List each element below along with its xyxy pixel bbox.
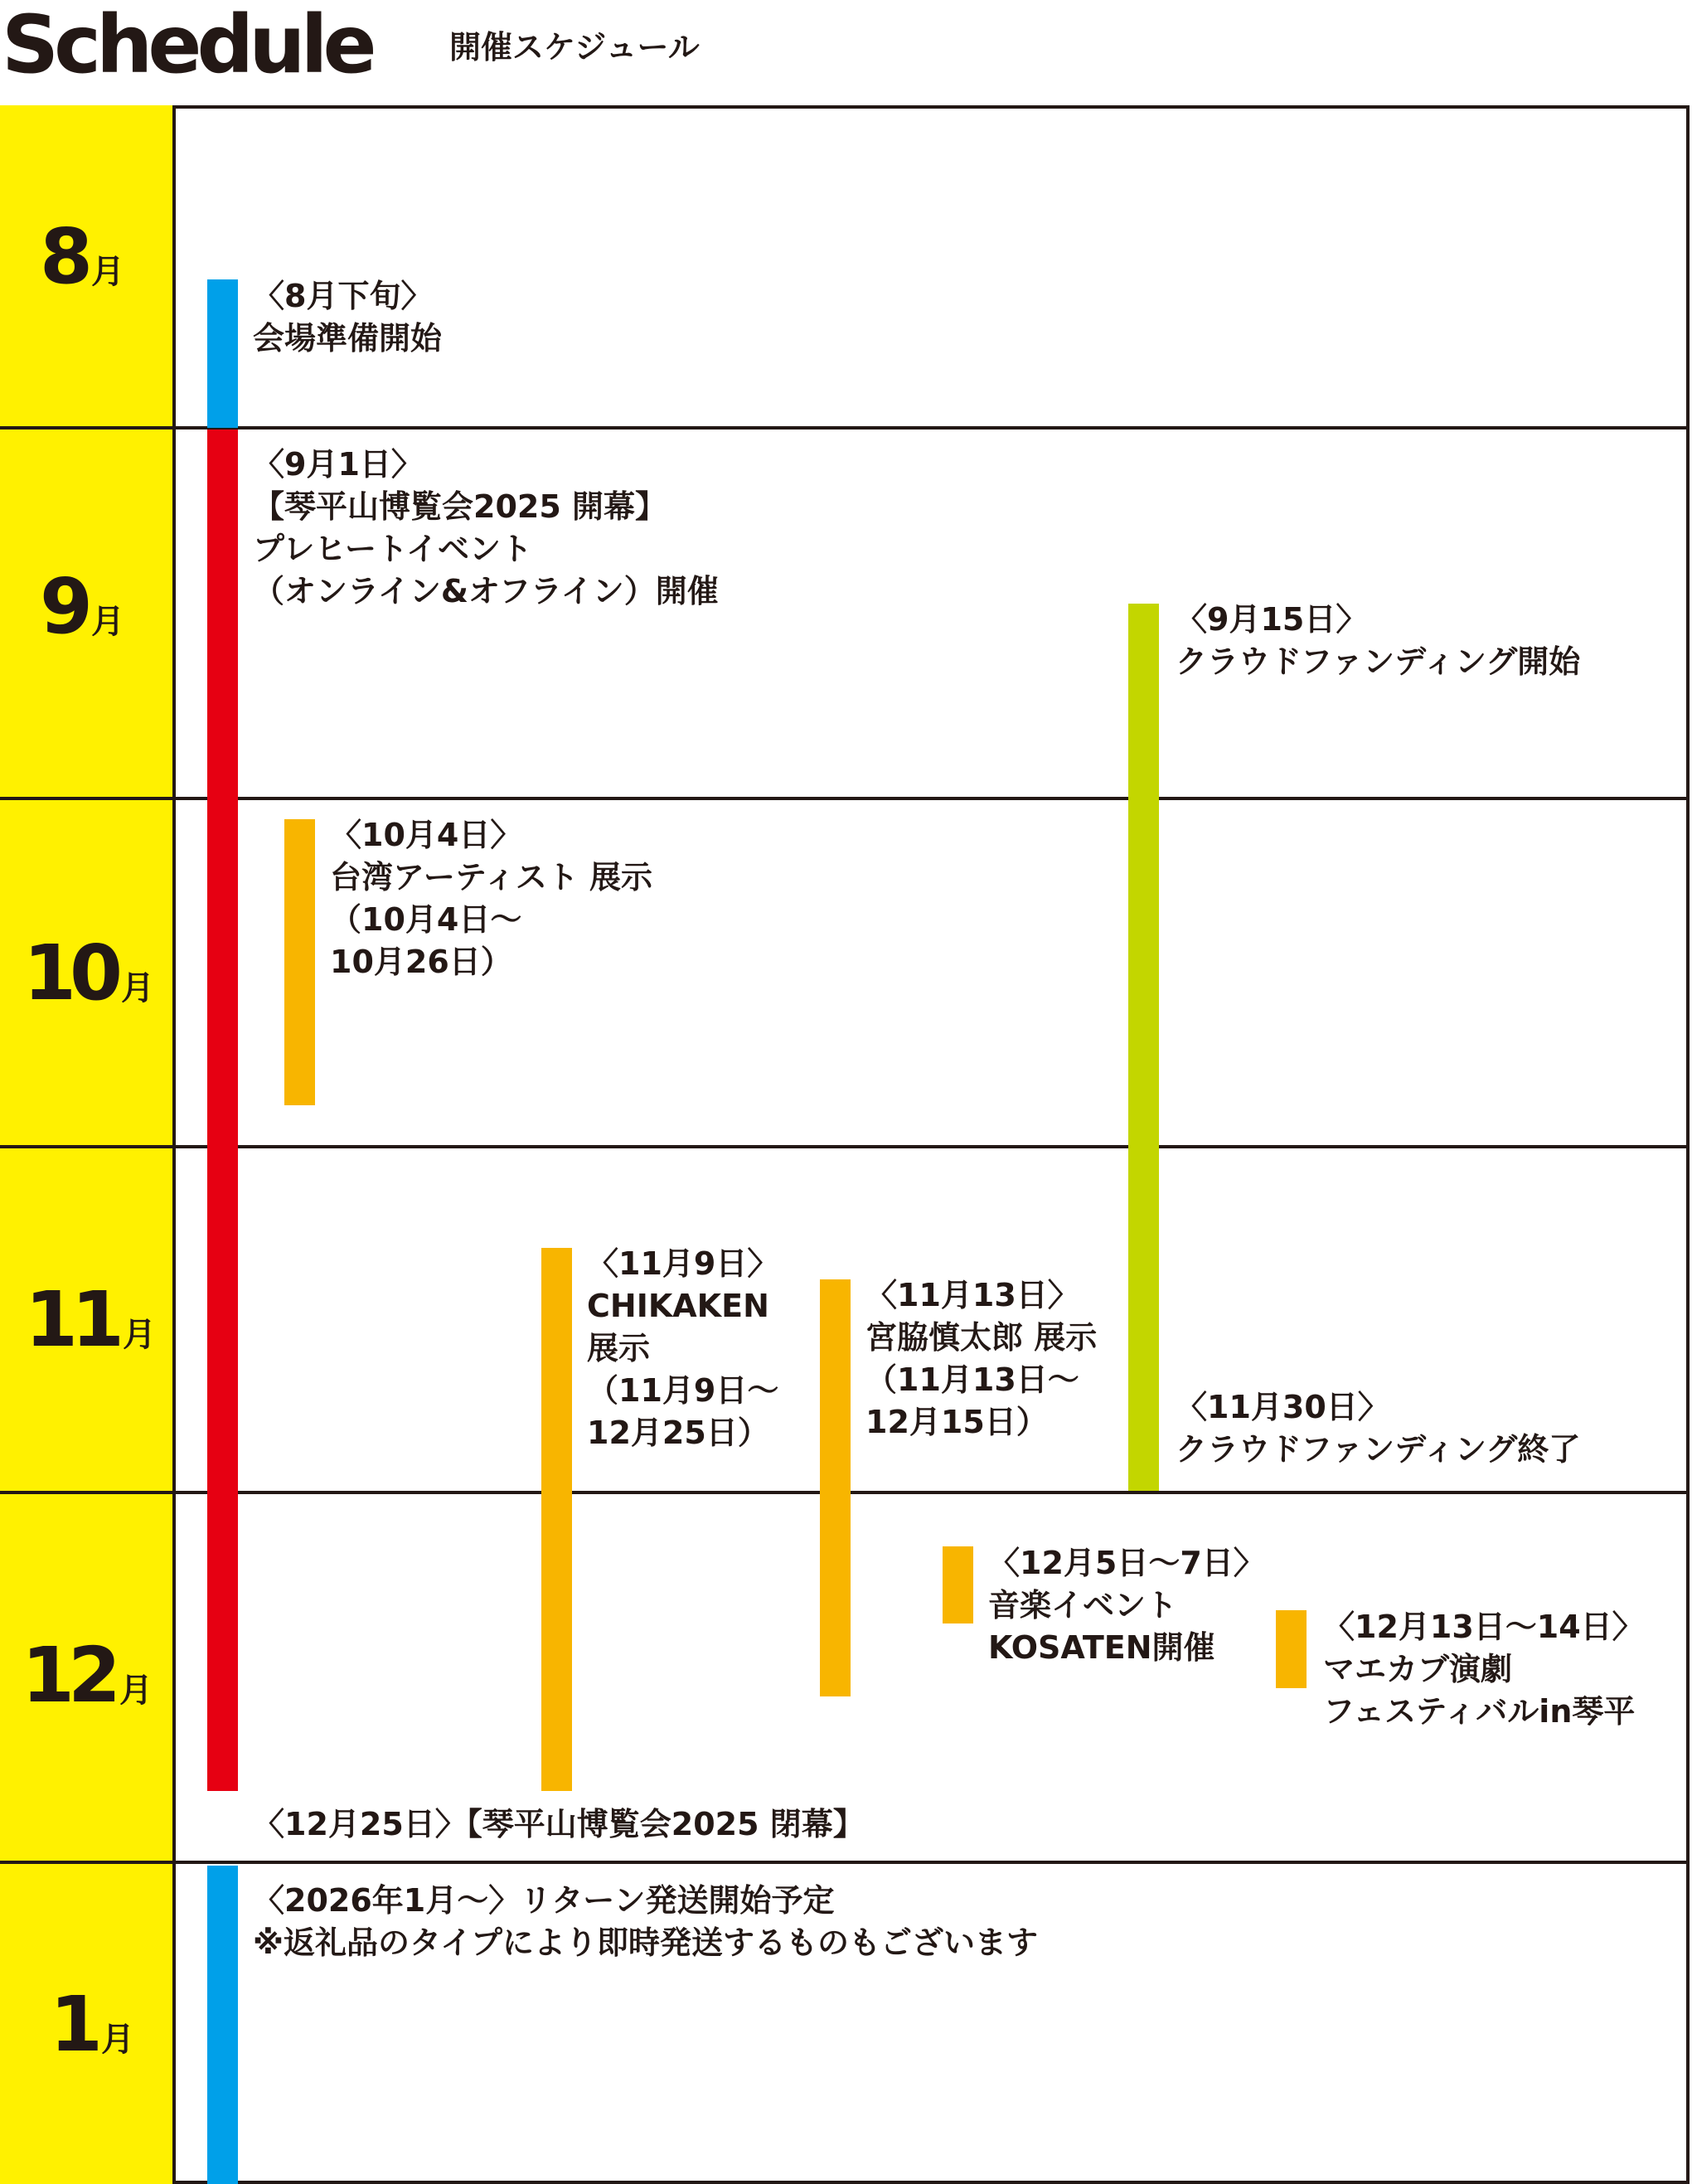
month-label-nov: 11 月 bbox=[25, 1275, 157, 1364]
month-cell-jan bbox=[0, 1862, 176, 2184]
event-returns: 〈2026年1月〜〉リターン発送開始予定 ※返礼品のタイプにより即時発送するものもございます bbox=[253, 1882, 1039, 1961]
month-label-sep: 9 月 bbox=[40, 562, 125, 651]
bar-kosaten bbox=[943, 1546, 973, 1623]
event-kosaten: 〈12月5日〜7日〉 音楽イベント KOSATEN開催 bbox=[988, 1545, 1265, 1666]
divider bbox=[0, 797, 1690, 800]
event-crowdfunding-start: 〈9月15日〉 クラウドファンディング開始 bbox=[1176, 601, 1581, 680]
bar-returns bbox=[207, 1866, 238, 2184]
bar-taiwan bbox=[284, 819, 315, 1105]
month-cell-dec bbox=[0, 1492, 176, 1862]
month-cell-nov bbox=[0, 1147, 176, 1492]
divider bbox=[0, 1145, 1690, 1148]
month-cell-aug bbox=[0, 105, 176, 428]
event-miyawaki: 〈11月13日〉 宮脇慎太郎 展示 （11月13日〜 12月15日） bbox=[865, 1277, 1098, 1440]
month-label-dec: 12 月 bbox=[22, 1631, 153, 1720]
bar-crowdfunding bbox=[1128, 604, 1159, 1491]
page-subtitle: 開催スケジュール bbox=[449, 29, 700, 66]
divider bbox=[0, 1861, 1690, 1864]
event-closing: 〈12月25日〉【琴平山博覧会2025 閉幕】 bbox=[253, 1806, 865, 1842]
event-crowdfunding-end: 〈11月30日〉 クラウドファンディング終了 bbox=[1176, 1389, 1581, 1468]
event-maekabu: 〈12月13日〜14日〉 マエカブ演劇 フェスティバルin琴平 bbox=[1323, 1609, 1644, 1730]
bar-exhibition-period bbox=[207, 430, 238, 1791]
month-label-aug: 8 月 bbox=[40, 212, 125, 301]
event-opening: 〈9月1日〉 【琴平山博覧会2025 開幕】 プレヒートイベント （オンライン&オフライン）開催 bbox=[253, 446, 719, 609]
month-cell-sep bbox=[0, 428, 176, 798]
bar-maekabu bbox=[1276, 1610, 1307, 1688]
month-label-jan: 1 月 bbox=[50, 1980, 135, 2069]
bar-miyawaki bbox=[820, 1279, 851, 1696]
bar-venue-prep bbox=[207, 279, 238, 428]
divider bbox=[0, 426, 1690, 430]
event-taiwan: 〈10月4日〉 台湾アーティスト 展示 （10月4日〜 10月26日） bbox=[330, 817, 653, 980]
event-venue-prep: 〈8月下旬〉 会場準備開始 bbox=[253, 278, 443, 357]
bar-chikaken bbox=[541, 1248, 572, 1791]
event-chikaken: 〈11月9日〉 CHIKAKEN 展示 （11月9日〜 12月25日） bbox=[587, 1245, 779, 1451]
header bbox=[0, 0, 1692, 99]
page-title: Schedule bbox=[2, 0, 372, 91]
month-cell-oct bbox=[0, 798, 176, 1147]
month-label-oct: 10 月 bbox=[23, 929, 155, 1017]
